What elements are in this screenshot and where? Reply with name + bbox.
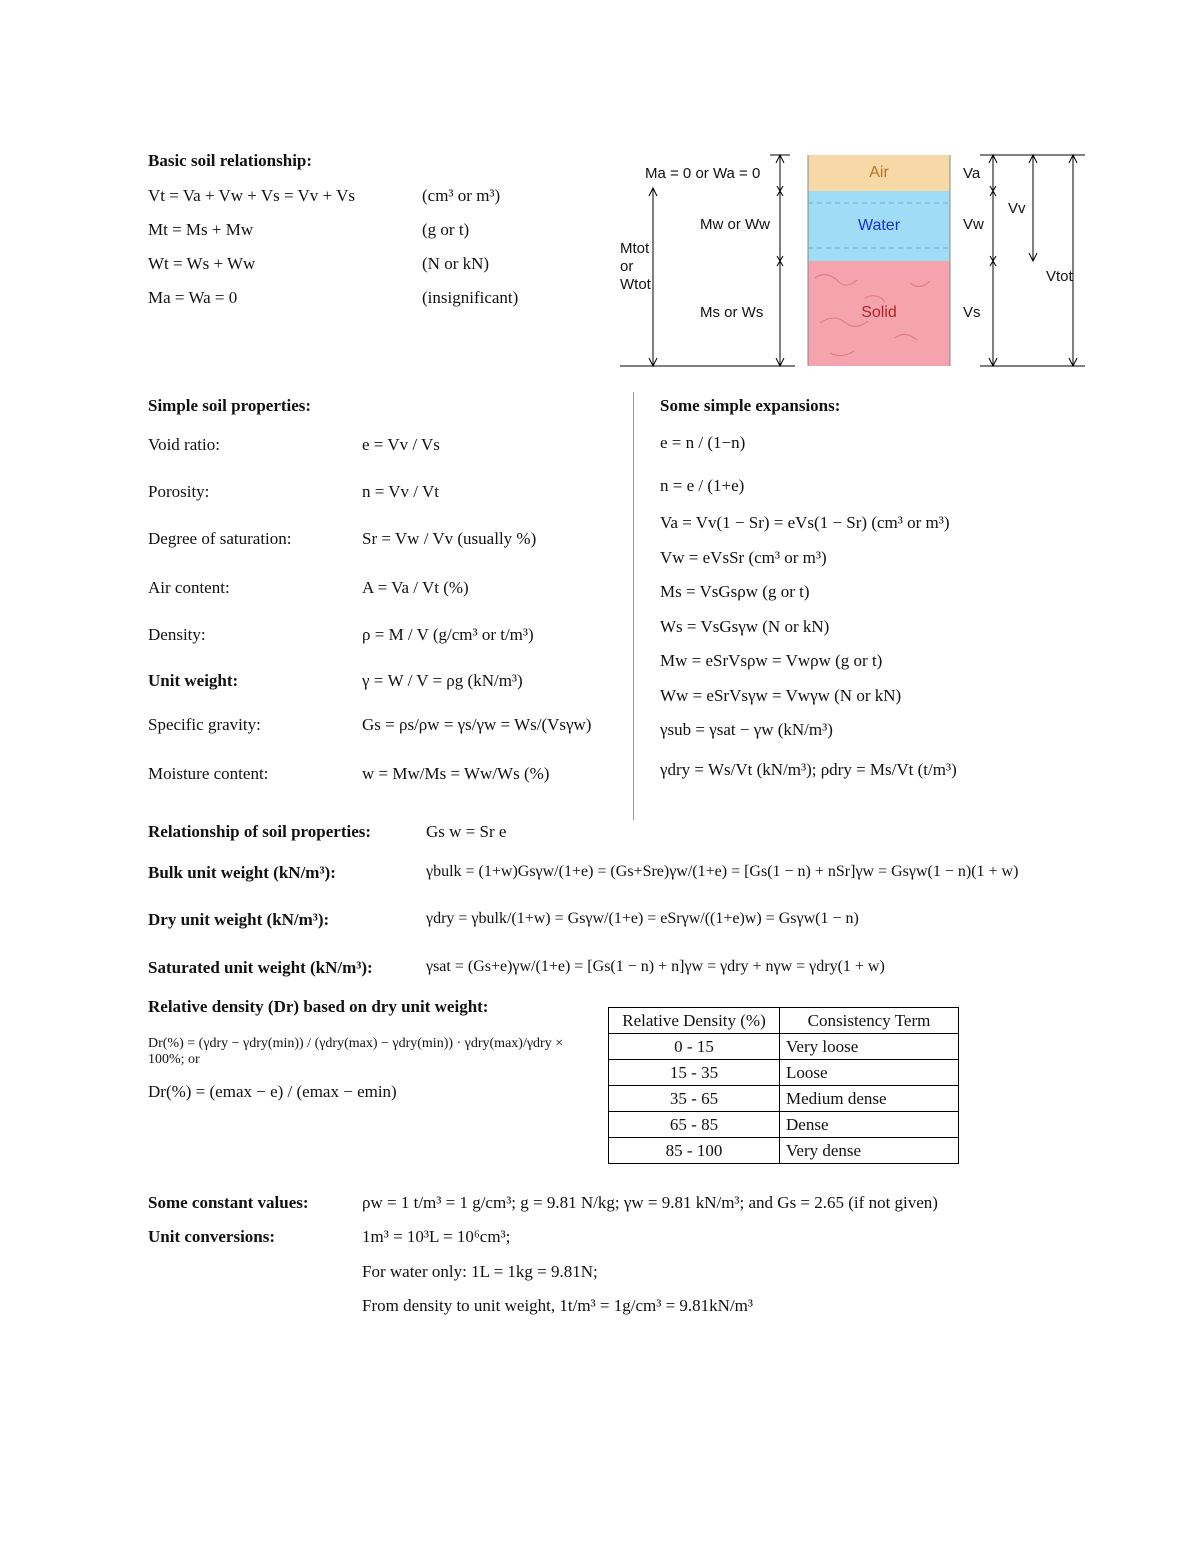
table-cell: 35 - 65 bbox=[609, 1086, 780, 1112]
water-label: Water bbox=[857, 217, 901, 234]
table-cell: 65 - 85 bbox=[609, 1112, 780, 1138]
property-name: Porosity: bbox=[148, 482, 210, 501]
property-formula: Sr = Vw / Vv (usually %) bbox=[362, 529, 537, 548]
table-cell: Loose bbox=[780, 1060, 959, 1086]
expansion-formula: γsub = γsat − γw (kN/m³) bbox=[660, 720, 833, 739]
basic-unit: (N or kN) bbox=[422, 254, 490, 273]
property-formula: ρ = M / V (g/cm³ or t/m³) bbox=[362, 625, 534, 644]
table-cell: Dense bbox=[780, 1112, 959, 1138]
expansions-heading: Some simple expansions: bbox=[660, 396, 841, 415]
expansion-formula: Va = Vv(1 − Sr) = eVs(1 − Sr) (cm³ or m³) bbox=[660, 513, 950, 532]
water-mass-label: Mw or Ww bbox=[700, 216, 770, 233]
property-name: Specific gravity: bbox=[148, 715, 261, 734]
simple-heading: Simple soil properties: bbox=[148, 396, 312, 415]
table-cell: Medium dense bbox=[780, 1086, 959, 1112]
property-formula: w = Mw/Ms = Ww/Ws (%) bbox=[362, 764, 550, 783]
expansion-formula: γdry = Ws/Vt (kN/m³); ρdry = Ms/Vt (t/m³) bbox=[660, 760, 957, 779]
table-cell: 0 - 15 bbox=[609, 1034, 780, 1060]
conversion-line: 1m³ = 10³L = 10⁶cm³; bbox=[362, 1227, 511, 1246]
relation-label: Saturated unit weight (kN/m³): bbox=[148, 958, 373, 977]
table-row bbox=[609, 1112, 959, 1138]
table-header-row bbox=[609, 1008, 959, 1034]
relative-density-formula: Dr(%) = (emax − e) / (emax − emin) bbox=[148, 1082, 397, 1101]
basic-formula: Wt = Ws + Ww bbox=[148, 254, 256, 273]
property-formula: e = Vv / Vs bbox=[362, 435, 440, 454]
relative-density-heading: Relative density (Dr) based on dry unit weight: bbox=[148, 997, 489, 1016]
column-divider bbox=[633, 392, 634, 820]
basic-unit: (insignificant) bbox=[422, 288, 519, 307]
relation-label: Relationship of soil properties: bbox=[148, 822, 372, 841]
expansion-formula: e = n / (1−n) bbox=[660, 433, 746, 452]
table-row bbox=[609, 1034, 959, 1060]
property-name: Degree of saturation: bbox=[148, 529, 292, 548]
relation-formula: γbulk = (1+w)Gsγw/(1+e) = (Gs+Sre)γw/(1+e) = [Gs(1 − n) + nSr]γw = Gsγw(1 − n)(1 + w) bbox=[426, 863, 1019, 880]
property-formula: n = Vv / Vt bbox=[362, 482, 439, 501]
relative-density-table bbox=[608, 1007, 959, 1164]
basic-formula: Ma = Wa = 0 bbox=[148, 288, 238, 307]
air-mass-label: Ma = 0 or Wa = 0 bbox=[645, 165, 761, 182]
conversions-label: Unit conversions: bbox=[148, 1227, 276, 1246]
table-header: Consistency Term bbox=[780, 1008, 959, 1034]
total-mass-label: Mtot or Wtot bbox=[620, 240, 651, 293]
relation-formula: γsat = (Gs+e)γw/(1+e) = [Gs(1 − n) + n]γw = γdry + nγw = γdry(1 + w) bbox=[426, 958, 885, 975]
relation-formula: Gs w = Sr e bbox=[426, 822, 507, 841]
table-row bbox=[609, 1086, 959, 1112]
table-cell: Very loose bbox=[780, 1034, 959, 1060]
solid-mass-label: Ms or Ws bbox=[700, 304, 764, 321]
expansion-formula: Mw = eSrVsρw = Vwρw (g or t) bbox=[660, 651, 883, 670]
basic-heading: Basic soil relationship: bbox=[148, 151, 313, 170]
property-name: Air content: bbox=[148, 578, 230, 597]
va-label: Va bbox=[963, 165, 981, 182]
basic-unit: (cm³ or m³) bbox=[422, 186, 501, 205]
constants-text: ρw = 1 t/m³ = 1 g/cm³; g = 9.81 N/kg; γw = 9.81 kN/m³; and Gs = 2.65 (if not given) bbox=[362, 1193, 938, 1212]
table-cell: 85 - 100 bbox=[609, 1138, 780, 1164]
air-label: Air bbox=[869, 164, 889, 181]
expansion-formula: Vw = eVsSr (cm³ or m³) bbox=[660, 548, 827, 567]
expansion-formula: Ww = eSrVsγw = Vwγw (N or kN) bbox=[660, 686, 902, 705]
solid-label: Solid bbox=[861, 304, 897, 321]
vs-label: Vs bbox=[963, 304, 981, 321]
table-row bbox=[609, 1138, 959, 1164]
table-cell: 15 - 35 bbox=[609, 1060, 780, 1086]
relation-label: Bulk unit weight (kN/m³): bbox=[148, 863, 336, 882]
table-header: Relative Density (%) bbox=[609, 1008, 780, 1034]
constants-label: Some constant values: bbox=[148, 1193, 309, 1212]
basic-formula: Vt = Va + Vw + Vs = Vv + Vs bbox=[148, 186, 355, 205]
relation-label: Dry unit weight (kN/m³): bbox=[148, 910, 330, 929]
vtot-label: Vtot bbox=[1046, 268, 1073, 285]
vv-label: Vv bbox=[1008, 200, 1026, 217]
property-name: Density: bbox=[148, 625, 206, 644]
basic-formula: Mt = Ms + Mw bbox=[148, 220, 254, 239]
property-name: Void ratio: bbox=[148, 435, 220, 454]
expansion-formula: Ms = VsGsρw (g or t) bbox=[660, 582, 810, 601]
expansion-formula: Ws = VsGsγw (N or kN) bbox=[660, 617, 830, 636]
expansion-formula: n = e / (1+e) bbox=[660, 476, 745, 495]
conversion-line: For water only: 1L = 1kg = 9.81N; bbox=[362, 1262, 598, 1281]
vw-label: Vw bbox=[963, 216, 984, 233]
property-formula: Gs = ρs/ρw = γs/γw = Ws/(Vsγw) bbox=[362, 715, 592, 734]
property-name: Moisture content: bbox=[148, 764, 269, 783]
table-cell: Very dense bbox=[780, 1138, 959, 1164]
property-formula: γ = W / V = ρg (kN/m³) bbox=[362, 671, 523, 690]
property-formula: A = Va / Vt (%) bbox=[362, 578, 469, 597]
conversion-line: From density to unit weight, 1t/m³ = 1g/cm³ = 9.81kN/m³ bbox=[362, 1296, 753, 1315]
table-row bbox=[609, 1060, 959, 1086]
relative-density-formula: Dr(%) = (γdry − γdry(min)) / (γdry(max) − γdry(min)) · γdry(max)/γdry × 100%; or bbox=[148, 1036, 564, 1067]
relation-formula: γdry = γbulk/(1+w) = Gsγw/(1+e) = eSrγw/((1+e)w) = Gsγw(1 − n) bbox=[426, 910, 859, 927]
property-name: Unit weight: bbox=[148, 671, 239, 690]
basic-unit: (g or t) bbox=[422, 220, 470, 239]
